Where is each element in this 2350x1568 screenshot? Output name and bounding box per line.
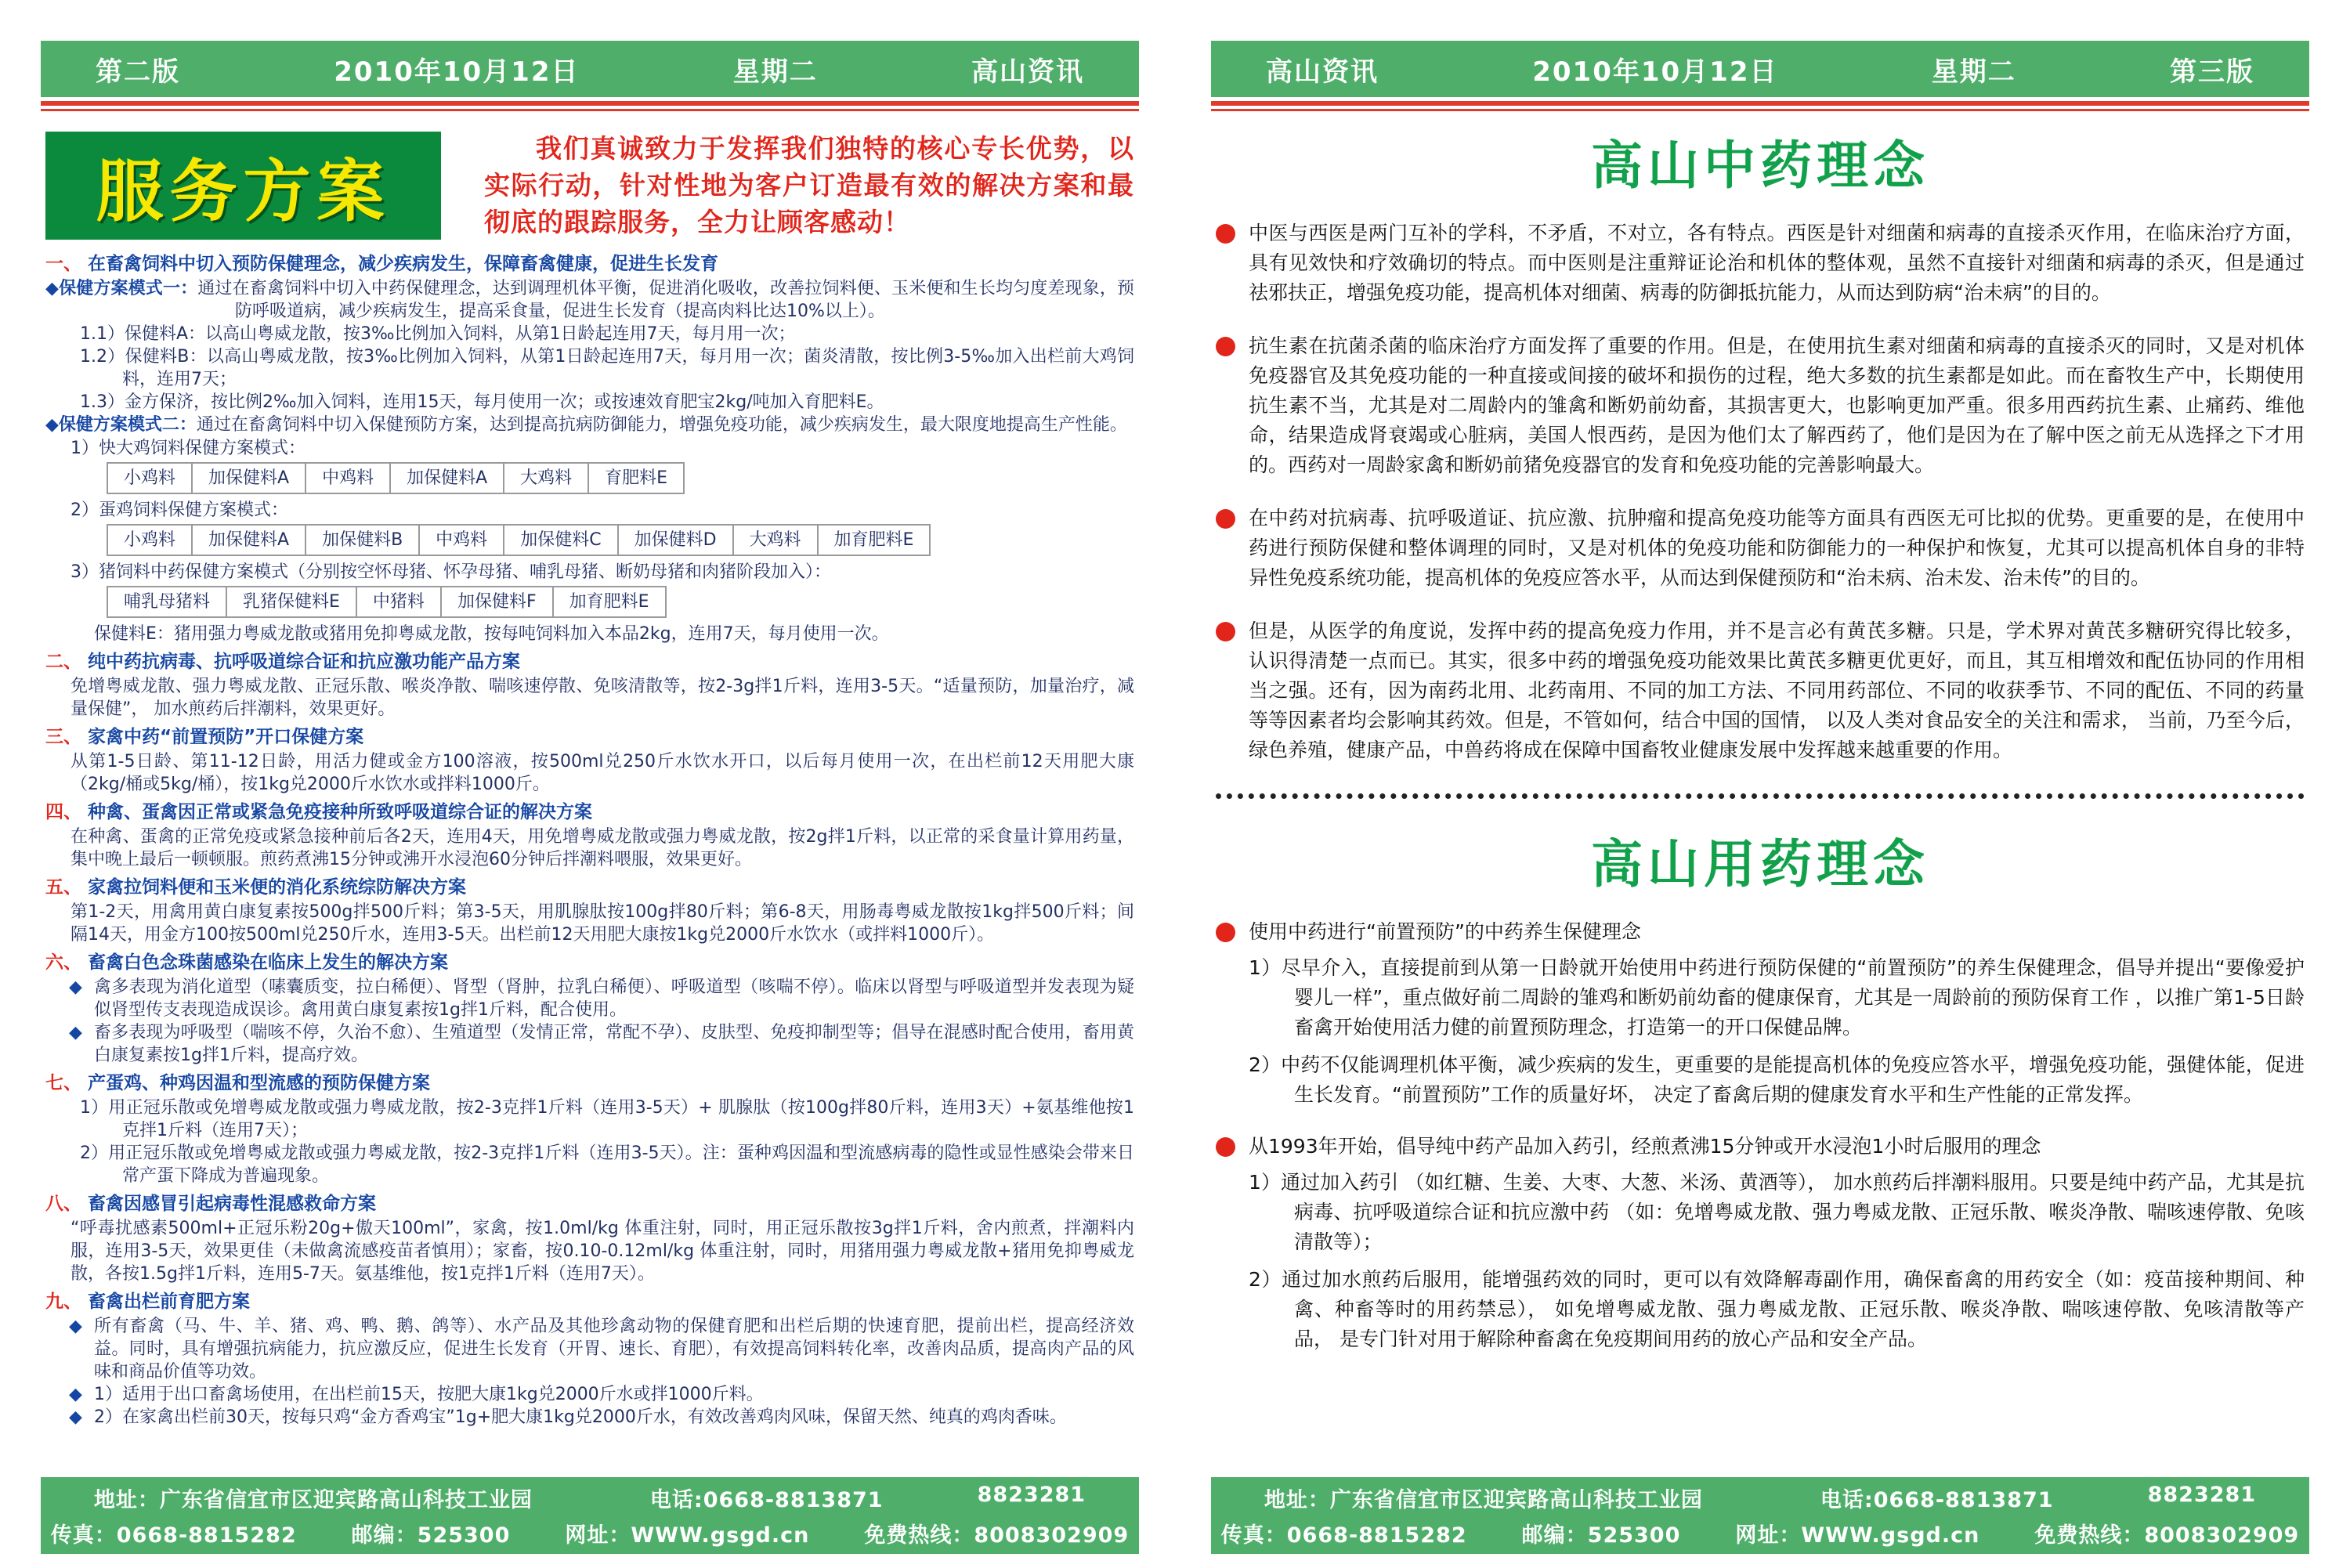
usage-group-2-item-2: 2）通过加水煎药后服用，能增强药效的同时，更可以有效降解毒副作用，确保畜禽的用药安全（如：疫苗接种期间、种禽、种畜等时的用药禁忌）， 如免增粤威龙散、强力粤威龙散、正冠乐散、喉炎净散、喘咳速停散、免咳清散等产品， 是专门针对用于解除种畜禽在免疫期间用药的放心产品和安全产品。	[1249, 1268, 2305, 1350]
section-4-body: 在种禽、蛋禽的正常免疫或紧急接种前后各2天，连用4天，用免增粤威龙散或强力粤威龙散，按2g拌1斤料，以正常的采食量计算用药量，集中晚上最后一顿顿服。煎药煮沸15分钟或沸开水浸泡60分钟后拌潮料喂服，效果更好。	[70, 827, 1134, 869]
item-1-3: 1.3）金方保济，按比例2‰加入饲料，连用15天，每月使用一次；或按速效育肥宝2kg/吨加入育肥料E。	[80, 392, 884, 412]
section-3-body: 从第1-5日龄、第11-12日龄，用活力健或金方100溶液，按500ml兑250斤水饮水开口，以后每月使用一次，在出栏前12天用肥大康（2kg/桶或5kg/桶），按1kg兑2000斤水饮水或拌料1000斤。	[70, 752, 1134, 794]
table-cell: 加保健料D	[617, 524, 734, 556]
diamond-icon: ◆	[69, 977, 82, 997]
footer-address: 地址：广东省信宜市区迎宾路高山科技工业园	[1264, 1488, 1703, 1512]
section-9-item-1: ◆ 所有畜禽（马、牛、羊、猪、鸡、鸭、鹅、鸽等）、水产品及其他珍禽动物的保健育肥和出栏后期的快速育肥，提前出栏，提高经济效益。同时，具有增强抗病能力，抗应激反应，促进生长发育（开胃、速长、育肥），有效提高饲料转化率，改善肉品质，提高肉产品的风味和商品价值等功效。	[69, 1317, 1134, 1382]
intro-slogan: 我们真诚致力于发挥我们独特的核心专长优势，以实际行动，针对性地为客户订造最有效的解决方案和最彻底的跟踪服务，全力让顾客感动！	[484, 133, 1134, 237]
section-8-heading: 八、 畜禽因感冒引起病毒性混感救命方案	[45, 1194, 376, 1214]
table-cell: 乳猪保健料E	[226, 586, 357, 618]
footer-fax: 传真：0668-8815282	[1220, 1523, 1467, 1548]
left-edition: 第二版	[96, 56, 180, 88]
service-plan-logo	[45, 132, 441, 240]
section-9-heading: 九、 畜禽出栏前育肥方案	[45, 1292, 250, 1312]
section-4-heading: 四、 种禽、蛋禽因正常或紧急免疫接种所致呼吸道综合证的解决方案	[45, 802, 592, 822]
feed-table-3	[108, 586, 667, 618]
left-date: 2010年10月12日	[334, 56, 580, 88]
diamond-icon: ◆	[69, 1317, 82, 1336]
red-dot-icon	[1216, 622, 1235, 641]
section-8	[45, 1193, 1134, 1285]
table-cell: 加育肥料E	[817, 524, 931, 556]
table-cell: 小鸡料	[107, 524, 193, 556]
section-8-body: “呼毒扰感素500ml+正冠乐粉20g+傲天100ml”，家禽，按1.0ml/kg 体重注射，同时，用正冠乐散按3g拌1斤料，舍内煎煮，拌潮料内服，连用3-5天，效果更佳（未做禽流感疫苗者慎用）；家畜，按0.10-0.12ml/kg 体重注射，同时，用猪用强力粤威龙散+猪用免抑粤威龙散，各按1.5g拌1斤料，连用5-7天。氨基维他，按1克拌1斤料（连用7天）。	[70, 1219, 1134, 1284]
red-dot-icon	[1216, 923, 1235, 942]
diamond-icon: ◆	[69, 1023, 82, 1042]
section-3-heading: 三、 家禽中药“前置预防”开口保健方案	[45, 727, 364, 747]
diamond-icon: ◆	[69, 1385, 82, 1404]
section-2	[45, 651, 1134, 721]
footer-web: 网址：WWW.gsgd.cn	[565, 1523, 810, 1548]
red-dot-icon	[1216, 509, 1235, 529]
section-5	[45, 876, 1134, 946]
red-dot-icon	[1216, 337, 1235, 356]
section-6-item-2: ◆ 畜多表现为呼吸型（喘咳不停，久治不愈）、生殖道型（发情正常，常配不孕）、皮肤型、免疫抑制型等；倡导在混感时配合使用，畜用黄白康复素按1g拌1斤料，提高疗效。	[69, 1023, 1134, 1065]
tcm-paragraph-4: 但是，从医学的角度说，发挥中药的提高免疫力作用，并不是言必有黄芪多糖。只是，学术界对黄芪多糖研究得比较多，认识得清楚一点而已。其实，很多中药的增强免疫功能效果比黄芪多糖更优更好，而且，其互相增效和配伍协同的作用相当之强。还有，因为南药北用、北药南用、不同的加工方法、不同用药部位、不同的收获季节、不同的配伍、不同的药量等等因素者均会影响其药效。但是，不管如何，结合中国的国情， 以及人类对食品安全的关注和需求， 当前，乃至今后，绿色养殖，健康产品，中兽药将成在保障中国畜牧业健康发展中发挥越来越重要的作用。	[1216, 616, 2305, 765]
usage-group-2-lead: 从1993年开始，倡导纯中药产品加入药引，经煎煮沸15分钟或开水浸泡1小时后服用的理念	[1216, 1132, 2305, 1162]
left-header-rule	[41, 101, 1139, 111]
right-brand: 高山资讯	[1266, 56, 1379, 88]
footer-web: 网址：WWW.gsgd.cn	[1735, 1523, 1980, 1548]
table-cell: 加保健料F	[440, 586, 554, 618]
footer-line-2	[51, 1518, 1129, 1548]
footer-phone: 电话:0668-8813871	[649, 1488, 884, 1512]
usage-group-1-item-1: 1）尽早介入，直接提前到从第一日龄就开始使用中药进行预防保健的“前置预防”的养生保健理念，倡导并提出“要像爱护婴儿一样”，重点做好前二周龄的雏鸡和断奶前幼畜的健康保育，尤其是一周龄前的预防保育工作 ，以推广第1-5日龄畜禽开始使用活力健的前置预防理念，打造第一的开口保健品牌。	[1249, 956, 2305, 1039]
mode-2-paragraph: ◆保健方案模式二：通过在畜禽饲料中切入保健预防方案，达到提高抗病防御能力，增强免疫功能，减少疾病发生，最大限度地提高生产性能。	[45, 415, 1127, 435]
left-content	[41, 111, 1139, 1477]
mode-1-paragraph: ◆保健方案模式一：通过在畜禽饲料中切入中药保健理念，达到调理机体平衡，促进消化吸收，改善拉饲料便、玉米便和生长均匀度差现象，预防呼吸道病，减少疾病发生，提高采食量，促进生长发育（提高肉料比达10%以上）。	[45, 279, 1135, 321]
usage-group-1-item-2: 2）中药不仅能调理机体平衡，减少疾病的发生，更重要的是能提高机体的免疫应答水平，增强免疫功能，强健体能，促进生长发育。“前置预防”工作的质量好坏， 决定了畜禽后期的健康发育水平和生产性能的正常发挥。	[1249, 1053, 2305, 1106]
footer-line-2	[1221, 1518, 2299, 1548]
section-7-item-1: 1）用正冠乐散或免增粤威龙散或强力粤威龙散，按2-3克拌1斤料（连用3-5天）+ 肌腺肽（按100g拌80斤料，连用3天）+氨基维他按1克拌1斤料（连用7天）；	[80, 1098, 1134, 1140]
right-date: 2010年10月12日	[1532, 56, 1778, 88]
item-1-2: 1.2）保健料B：以高山粤威龙散，按3‰比例加入饲料，从第1日龄起连用7天，每月用一次；菌炎清散，按比例3-5‰加入出栏前大鸡饲料，连用7天；	[80, 347, 1134, 389]
feed-table-2	[108, 524, 931, 556]
section-1-heading: 一、 在畜禽饲料中切入预防保健理念，减少疾病发生，保障畜禽健康，促进生长发育	[45, 254, 718, 274]
footer-zip: 邮编：525300	[1521, 1523, 1681, 1548]
table-cell: 育肥料E	[588, 462, 685, 494]
page-left	[41, 41, 1139, 1554]
footer-line-1	[1264, 1483, 2256, 1513]
section-6-heading: 六、 畜禽白色念珠菌感染在临床上发生的解决方案	[45, 952, 448, 973]
section-2-heading: 二、 纯中药抗病毒、抗呼吸道综合证和抗应激功能产品方案	[45, 652, 520, 672]
footer-address: 地址：广东省信宜市区迎宾路高山科技工业园	[93, 1488, 533, 1512]
left-lead-row	[45, 130, 1134, 240]
table-3-label: 3）猪饲料中药保健方案模式（分别按空怀母猪、怀孕母猪、哺乳母猪、断奶母猪和肉猪阶段加入）：	[70, 562, 832, 582]
tcm-paragraph-1: 中医与西医是两门互补的学科，不矛盾，不对立，各有特点。西医是针对细菌和病毒的直接杀灭作用，在临床治疗方面，具有见效快和疗效确切的特点。而中医则是注重辩证论治和机体的整体观，虽然不直接针对细菌和病毒的杀灭，但是通过祛邪扶正，增强免疫功能，提高机体对细菌、病毒的防御抵抗能力，从而达到防病“治未病”的目的。	[1216, 219, 2305, 308]
dotted-divider	[1216, 793, 2305, 799]
table-cell: 大鸡料	[503, 462, 589, 494]
table-cell: 加保健料A	[191, 462, 306, 494]
medication-philosophy-title: 高山用药理念	[1591, 834, 1929, 894]
right-footer-bar	[1211, 1477, 2309, 1554]
section-6-item-1: ◆ 禽多表现为消化道型（嗉囊质变，拉白稀便）、肾型（肾肿，拉乳白稀便）、呼吸道型（咳喘不停）。临床以肾型与呼吸道型并发表现为疑似肾型传支表现造成误诊。禽用黄白康复素按1g拌1斤料，配合使用。	[69, 977, 1134, 1020]
section-9-item-2: ◆ 1）适用于出口畜禽场使用，在出栏前15天，按肥大康1kg兑2000斤水或拌1000斤料。	[69, 1385, 764, 1404]
footer-hotline: 免费热线：8008302909	[864, 1523, 1130, 1548]
table-cell: 中猪料	[356, 586, 442, 618]
usage-group-1-lead: 使用中药进行“前置预防”的中药养生保健理念	[1216, 917, 2305, 947]
section-1-number: 一、	[45, 254, 81, 274]
table-cell: 中鸡料	[418, 524, 504, 556]
tcm-philosophy-title: 高山中药理念	[1591, 135, 1929, 196]
section-9	[45, 1291, 1134, 1429]
red-dot-icon	[1216, 224, 1235, 244]
footer-hotline: 免费热线：8008302909	[2034, 1523, 2300, 1548]
left-brand: 高山资讯	[971, 56, 1084, 88]
feed-table-1	[108, 462, 685, 494]
table-cell: 大鸡料	[732, 524, 819, 556]
right-header-bar	[1211, 41, 2309, 97]
table-cell: 加育肥料E	[552, 586, 667, 618]
table-1-label: 1）快大鸡饲料保健方案模式：	[70, 439, 306, 458]
diamond-icon: ◆	[69, 1407, 82, 1427]
section-5-heading: 五、 家禽拉饲料便和玉米便的消化系统综防解决方案	[45, 877, 466, 898]
table-cell: 中鸡料	[305, 462, 391, 494]
section-7	[45, 1072, 1134, 1187]
footer-phone2: 8823281	[977, 1483, 1086, 1507]
left-footer-bar	[41, 1477, 1139, 1554]
service-plan-title: 服务方案	[96, 152, 391, 231]
table-cell: 加保健料C	[503, 524, 618, 556]
section-9-item-3: ◆ 2）在家禽出栏前30天，按每只鸡“金方香鸡宝”1g+肥大康1kg兑2000斤水，有效改善鸡肉风味，保留天然、纯真的鸡肉香味。	[69, 1407, 1067, 1427]
table-cell: 小鸡料	[107, 462, 193, 494]
footer-zip: 邮编：525300	[351, 1523, 511, 1548]
right-weekday: 星期二	[1931, 56, 2016, 88]
table-cell: 加保健料B	[305, 524, 420, 556]
red-dot-icon	[1216, 1137, 1235, 1157]
table-2-label: 2）蛋鸡饲料保健方案模式：	[70, 500, 288, 520]
tcm-paragraph-3: 在中药对抗病毒、抗呼吸道证、抗应激、抗肿瘤和提高免疫功能等方面具有西医无可比拟的优势。更重要的是，在使用中药进行预防保健和整体调理的同时，又是对机体的免疫功能和防御能力的一种保护和恢复，尤其可以提高机体自身的非特异性免疫系统功能，提高机体的免疫应答水平，从而达到保健预防和“治未病、治未发、治未传”的目的。	[1216, 504, 2305, 593]
left-header-bar	[41, 41, 1139, 97]
section-2-body: 免增粤威龙散、强力粤威龙散、正冠乐散、喉炎净散、喘咳速停散、免咳清散等，按2-3g拌1斤料，连用3-5天。“适量预防，加量治疗，减量保健”， 加水煎药后拌潮料，效果更好。	[70, 677, 1134, 719]
footer-line-1	[94, 1483, 1086, 1513]
right-content	[1211, 111, 2309, 1477]
section-5-body: 第1-2天，用禽用黄白康复素按500g拌500斤料；第3-5天，用肌腺肽按100g拌80斤料；第6-8天，用肠毒粤威龙散按1kg拌500斤料；间隔14天，用金方100按500ml兑250斤水，连用3-5天。出栏前12天用肥大康按1kg兑2000斤水饮水（或拌料1000斤）。	[70, 902, 1134, 945]
table-cell: 哺乳母猪料	[107, 586, 227, 618]
item-1-1: 1.1）保健料A：以高山粤威龙散，按3‰比例加入饲料，从第1日龄起连用7天，每月用一次；	[80, 324, 796, 344]
section-4	[45, 801, 1134, 871]
section-1	[45, 253, 1134, 645]
right-edition: 第三版	[2169, 56, 2254, 88]
section-6	[45, 952, 1134, 1067]
tcm-paragraph-2: 抗生素在抗菌杀菌的临床治疗方面发挥了重要的作用。但是，在使用抗生素对细菌和病毒的直接杀灭的同时，又是对机体免疫器官及其免疫功能的一种直接或间接的破坏和损伤的过程，绝大多数的抗生素都是如此。而在畜牧生产中，长期使用抗生素不当，尤其是对二周龄内的雏禽和断奶前幼畜，其损害更大，也影响更加严重。很多用西药抗生素、止痛药、维他命，结果造成肾衰竭或心脏病，美国人恨西药，是因为他们太了解西药了，他们是因为在了解中医之前无从选择之下才用的。西药对一周龄家禽和断奶前猪免疫器官的发育和免疫功能的完善影响最大。	[1216, 331, 2305, 480]
section-7-heading: 七、 产蛋鸡、种鸡因温和型流感的预防保健方案	[45, 1073, 430, 1093]
section-3	[45, 726, 1134, 796]
left-weekday: 星期二	[732, 56, 818, 88]
footer-phone2: 8823281	[2147, 1483, 2257, 1507]
footer-fax: 传真：0668-8815282	[50, 1523, 297, 1548]
footer-phone: 电话:0668-8813871	[1820, 1488, 2054, 1512]
health-feed-note: 保健料E：猪用强力粤威龙散或猪用免抑粤威龙散，按每吨饲料加入本品2kg，连用7天，每月使用一次。	[94, 624, 889, 644]
table-cell: 加保健料A	[191, 524, 306, 556]
service-sections	[45, 253, 1134, 1434]
usage-group-2-item-1: 1）通过加入药引 （如红糖、生姜、大枣、大葱、米汤、黄酒等）， 加水煎药后拌潮料服用。只要是纯中药产品，尤其是抗病毒、抗呼吸道综合证和抗应激中药 （如：免增粤威龙散、强力粤威龙散、正冠乐散、喉炎净散、喘咳速停散、免咳清散等）；	[1249, 1171, 2305, 1253]
section-7-item-2: 2）用正冠乐散或免增粤威龙散或强力粤威龙散，按2-3克拌1斤料（连用3-5天）。注：蛋种鸡因温和型流感病毒的隐性或显性感染会带来日常产蛋下降成为普遍现象。	[80, 1143, 1134, 1186]
table-cell: 加保健料A	[389, 462, 504, 494]
page-right	[1211, 41, 2309, 1554]
right-header-rule	[1211, 101, 2309, 111]
